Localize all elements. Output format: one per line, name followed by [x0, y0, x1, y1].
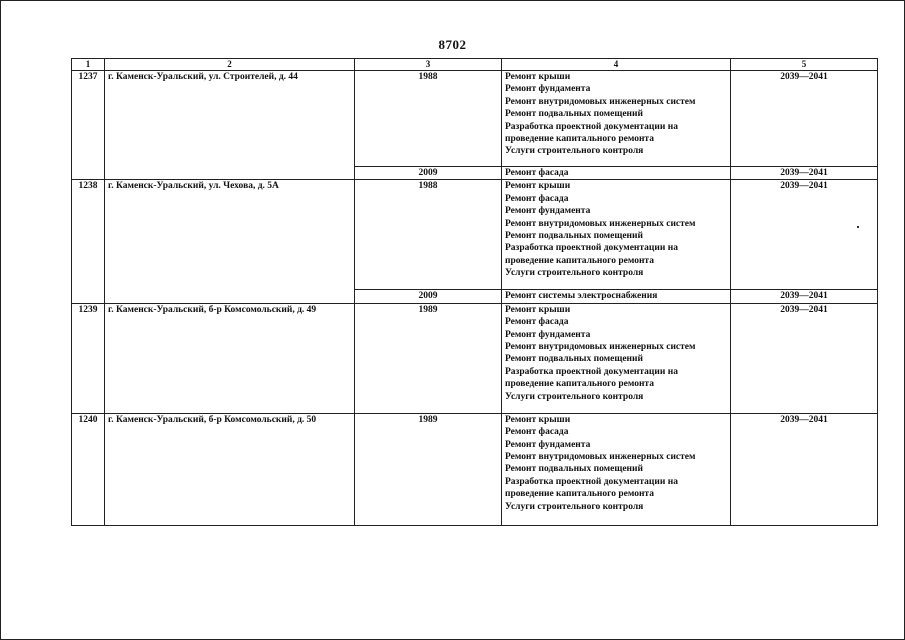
work-item: проведение капитального ремонта — [505, 489, 654, 500]
header-col-1: 1 — [72, 59, 105, 71]
work-item: Ремонт подвальных помещений — [505, 231, 643, 242]
period-cell: 2039—2041 — [731, 290, 878, 303]
work-item: Ремонт фасада — [505, 317, 569, 328]
works-cell — [502, 71, 731, 167]
page-number: 8702 — [438, 37, 467, 52]
work-item: Ремонт системы электроснабжения — [505, 291, 658, 302]
building-address: г. Каменск-Уральский, ул. Чехова, д. 5А — [105, 180, 355, 303]
period-cell: 2039—2041 — [731, 167, 878, 180]
entry-number: 1238 — [72, 180, 105, 303]
work-item: Услуги строительного контроля — [505, 501, 644, 512]
header-col-2: 2 — [105, 59, 355, 71]
table-body — [72, 71, 878, 526]
work-item: Ремонт внутридомовых инженерных систем — [505, 452, 696, 463]
work-item: Разработка проектной документации на — [505, 243, 678, 254]
work-item: Ремонт фундамента — [505, 439, 591, 450]
building-address: г. Каменск-Уральский, ул. Строителей, д. 44 — [105, 71, 355, 180]
work-item: Ремонт фасада — [505, 168, 569, 178]
header-row — [72, 59, 878, 71]
work-item: проведение капитального ремонта — [505, 379, 654, 390]
works-cell — [502, 303, 731, 413]
table-header — [72, 59, 878, 71]
table-row — [72, 180, 878, 290]
entry-number: 1240 — [72, 413, 105, 525]
building-address: г. Каменск-Уральский, б-р Комсомольский, д. 49 — [105, 303, 355, 413]
year-cell: 2009 — [355, 290, 502, 303]
period-cell: 2039—2041 — [731, 180, 878, 290]
work-item: Ремонт крыши — [505, 72, 571, 82]
year-cell: 1988 — [355, 71, 502, 167]
works-cell — [502, 167, 731, 180]
header-col-5: 5 — [731, 59, 878, 71]
works-cell — [502, 180, 731, 290]
works-cell — [502, 413, 731, 525]
work-item: Разработка проектной документации на — [505, 366, 678, 377]
work-item: Ремонт внутридомовых инженерных систем — [505, 342, 696, 353]
work-item: Услуги строительного контроля — [505, 146, 644, 157]
work-item: Ремонт подвальных помещений — [505, 354, 643, 365]
work-item: Ремонт фасада — [505, 427, 569, 438]
work-item: Ремонт внутридомовых инженерных систем — [505, 218, 696, 229]
work-item: проведение капитального ремонта — [505, 134, 654, 145]
work-item: Ремонт фундамента — [505, 329, 591, 340]
work-item: Ремонт фундамента — [505, 84, 591, 95]
header-col-4: 4 — [502, 59, 731, 71]
work-item: Ремонт крыши — [505, 304, 571, 315]
building-address: г. Каменск-Уральский, б-р Комсомольский, д. 50 — [105, 413, 355, 525]
period-cell: 2039—2041 — [731, 71, 878, 167]
period-cell: 2039—2041 — [731, 413, 878, 525]
work-item: проведение капитального ремонта — [505, 255, 654, 266]
entry-number: 1237 — [72, 71, 105, 180]
entry-number: 1239 — [72, 303, 105, 413]
header-col-3: 3 — [355, 59, 502, 71]
work-item: Разработка проектной документации на — [505, 476, 678, 487]
year-cell: 1988 — [355, 180, 502, 290]
work-item: Разработка проектной документации на — [505, 121, 678, 132]
work-item: Ремонт крыши — [505, 181, 571, 192]
table-row — [72, 71, 878, 167]
year-cell: 2009 — [355, 167, 502, 180]
work-item: Ремонт внутридомовых инженерных систем — [505, 96, 696, 107]
work-item: Ремонт фундамента — [505, 206, 591, 217]
work-item: Ремонт крыши — [505, 414, 571, 425]
scan-speck — [857, 226, 859, 228]
period-cell: 2039—2041 — [731, 303, 878, 413]
work-item: Услуги строительного контроля — [505, 391, 644, 402]
table-row — [72, 303, 878, 413]
year-cell: 1989 — [355, 413, 502, 525]
table-row — [72, 413, 878, 525]
repair-schedule-table — [71, 58, 878, 526]
work-item: Ремонт фасада — [505, 193, 569, 204]
work-item: Ремонт подвальных помещений — [505, 109, 643, 120]
year-cell: 1989 — [355, 303, 502, 413]
works-cell — [502, 290, 731, 303]
work-item: Ремонт подвальных помещений — [505, 464, 643, 475]
work-item: Услуги строительного контроля — [505, 268, 644, 279]
